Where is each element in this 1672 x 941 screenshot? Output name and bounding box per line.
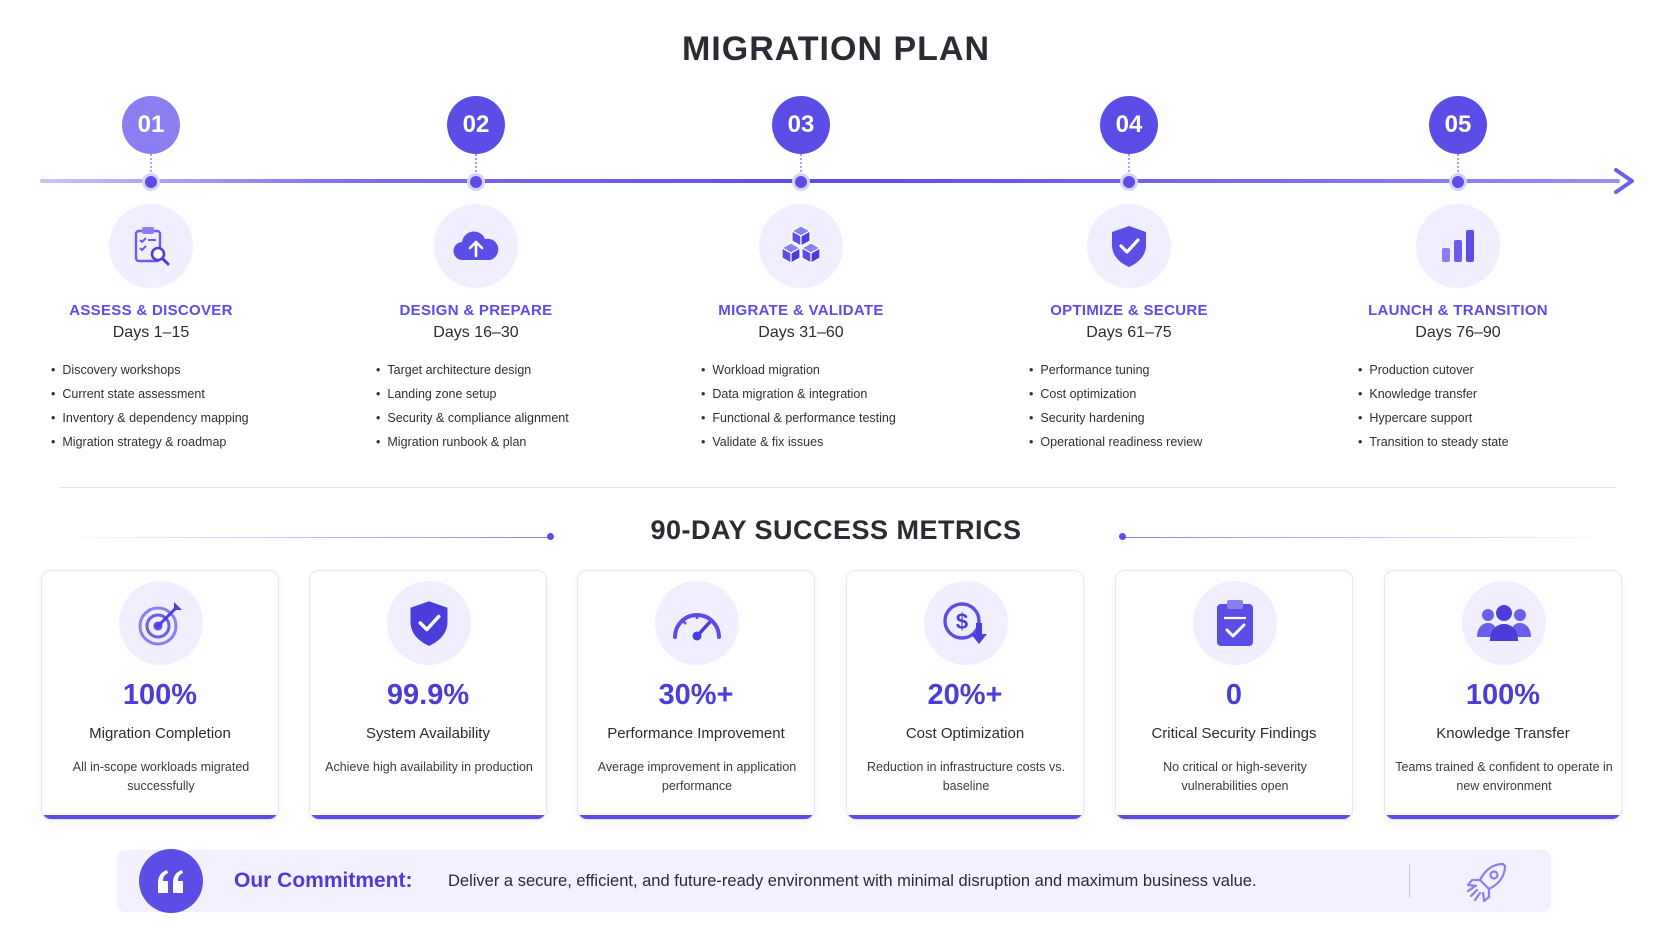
list-item: • Migration strategy & roadmap xyxy=(51,430,249,454)
metric-value: 100% xyxy=(122,679,198,711)
rocket-icon xyxy=(1463,858,1511,906)
list-item: • Operational readiness review xyxy=(1029,430,1202,454)
list-item: • Production cutover xyxy=(1358,358,1509,382)
timeline-dot xyxy=(142,173,160,191)
phase-number-badge: 01 xyxy=(122,96,180,154)
shield-check-icon xyxy=(1087,204,1171,288)
metric-label: Performance Improvement xyxy=(607,725,785,742)
commitment-title: Our Commitment: xyxy=(234,869,413,892)
list-item: • Transition to steady state xyxy=(1358,430,1509,454)
list-item: • Security & compliance alignment xyxy=(376,406,569,430)
phase-days: Days 16–30 xyxy=(433,324,519,341)
list-item: • Knowledge transfer xyxy=(1358,382,1509,406)
section-divider xyxy=(60,487,1615,488)
phase-title: LAUNCH & TRANSITION xyxy=(1368,302,1548,319)
metric-description: Teams trained & confident to operate in new environment xyxy=(1395,760,1613,793)
target-icon xyxy=(119,581,203,665)
metric-card-critical-security-findings xyxy=(1115,570,1353,820)
commitment-banner xyxy=(117,850,1551,912)
list-item: • Migration runbook & plan xyxy=(376,430,569,454)
metric-value: 20%+ xyxy=(927,679,1003,711)
metric-description: All in-scope workloads migrated successfully xyxy=(72,760,250,793)
phase-title: ASSESS & DISCOVER xyxy=(69,302,233,319)
clipboard-search-icon xyxy=(109,204,193,288)
metric-description: Achieve high availability in production xyxy=(325,760,533,774)
list-item: • Data migration & integration xyxy=(701,382,896,406)
metric-label: System Availability xyxy=(366,725,490,742)
phase-title: DESIGN & PREPARE xyxy=(399,302,553,319)
list-item: • Hypercare support xyxy=(1358,406,1509,430)
list-item: • Workload migration xyxy=(701,358,896,382)
metric-card-cost-optimization xyxy=(846,570,1084,820)
clipboard-check-icon xyxy=(1193,581,1277,665)
list-item: • Inventory & dependency mapping xyxy=(51,406,249,430)
phase-number-badge: 05 xyxy=(1429,96,1487,154)
list-item: • Landing zone setup xyxy=(376,382,569,406)
timeline-dot xyxy=(1449,173,1467,191)
phase-title: OPTIMIZE & SECURE xyxy=(1050,302,1208,319)
page-title: MIGRATION PLAN xyxy=(681,30,990,68)
list-item: • Target architecture design xyxy=(376,358,569,382)
dollar-down-icon xyxy=(924,581,1008,665)
phase-days: Days 1–15 xyxy=(112,324,190,341)
bar-chart-icon xyxy=(1416,204,1500,288)
gauge-icon xyxy=(655,581,739,665)
metric-label: Migration Completion xyxy=(89,725,231,742)
phase-task-list xyxy=(701,358,896,454)
metric-description: No critical or high-severity vulnerabilities open xyxy=(1163,760,1307,793)
list-item: • Performance tuning xyxy=(1029,358,1202,382)
metrics-section-title: 90-DAY SUCCESS METRICS xyxy=(650,515,1022,545)
list-item: • Validate & fix issues xyxy=(701,430,896,454)
phase-task-list xyxy=(51,358,249,454)
metric-label: Cost Optimization xyxy=(905,725,1025,742)
phase-task-list xyxy=(1358,358,1509,454)
metric-label: Critical Security Findings xyxy=(1151,725,1317,742)
timeline-dot xyxy=(792,173,810,191)
phase-number-badge: 02 xyxy=(447,96,505,154)
timeline-dot xyxy=(1120,173,1138,191)
list-item: • Discovery workshops xyxy=(51,358,249,382)
timeline-arrow-icon xyxy=(1610,166,1638,196)
phase-days: Days 31–60 xyxy=(758,324,844,341)
metric-value: 99.9% xyxy=(386,679,470,711)
metric-description: Average improvement in application performance xyxy=(597,760,797,793)
metric-value: 0 xyxy=(1225,679,1243,711)
cubes-icon xyxy=(759,204,843,288)
metric-label: Knowledge Transfer xyxy=(1436,725,1570,742)
metric-card-system-availability xyxy=(309,570,547,820)
commitment-text: Deliver a secure, efficient, and future-ready environment with minimal disruption and maximum business value. xyxy=(448,872,1257,890)
metric-value: 100% xyxy=(1465,679,1541,711)
phase-task-list xyxy=(1029,358,1202,454)
metric-value: 30%+ xyxy=(658,679,734,711)
quote-icon xyxy=(139,849,203,913)
phase-days: Days 61–75 xyxy=(1086,324,1172,341)
shield-check-icon xyxy=(387,581,471,665)
metric-card-knowledge-transfer xyxy=(1384,570,1622,820)
metric-description: Reduction in infrastructure costs vs. baseline xyxy=(867,760,1065,793)
list-item: • Cost optimization xyxy=(1029,382,1202,406)
phase-days: Days 76–90 xyxy=(1415,324,1501,341)
svg-text:$: $ xyxy=(955,609,969,634)
divider xyxy=(1409,864,1410,898)
list-item: • Functional & performance testing xyxy=(701,406,896,430)
phase-number-badge: 04 xyxy=(1100,96,1158,154)
list-item: • Current state assessment xyxy=(51,382,249,406)
timeline-line xyxy=(40,179,1620,183)
phase-title: MIGRATE & VALIDATE xyxy=(718,302,884,319)
team-icon xyxy=(1462,581,1546,665)
list-item: • Security hardening xyxy=(1029,406,1202,430)
metric-card-migration-completion xyxy=(41,570,279,820)
metric-card-performance-improvement xyxy=(577,570,815,820)
cloud-upload-icon xyxy=(434,204,518,288)
timeline-dot xyxy=(467,173,485,191)
phase-task-list xyxy=(376,358,569,454)
phase-number-badge: 03 xyxy=(772,96,830,154)
